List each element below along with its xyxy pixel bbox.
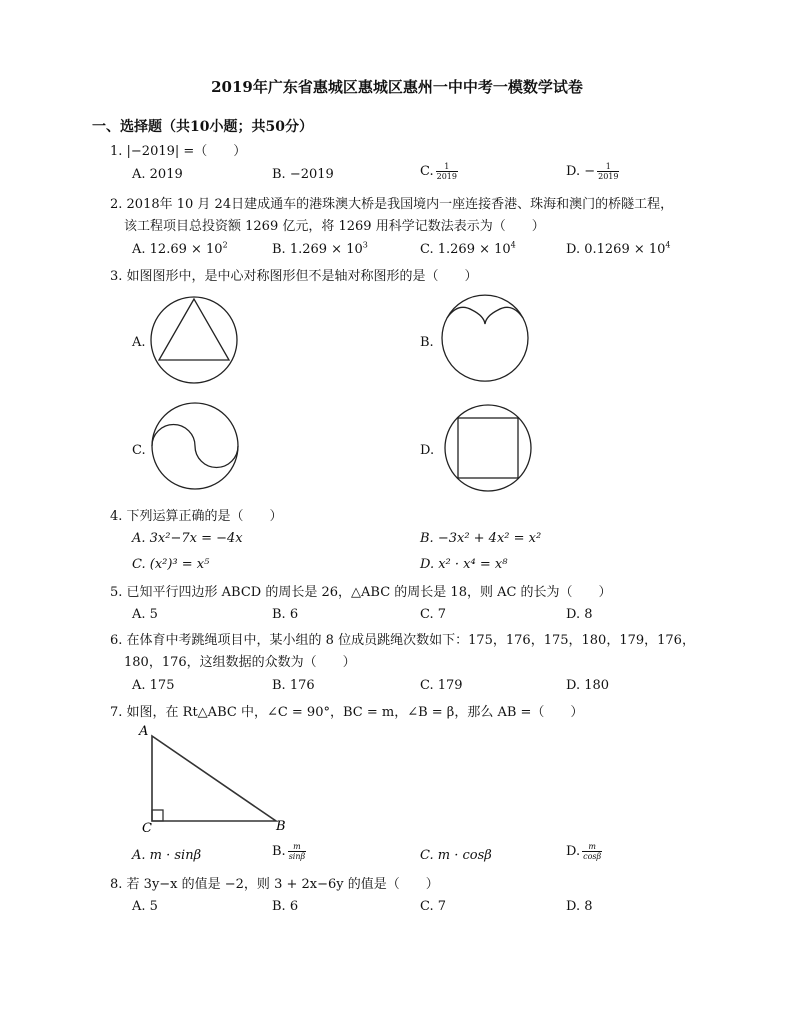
q7-right-triangle-figure bbox=[136, 722, 296, 834]
q2-option-c-text: C. 1.269 × 10 bbox=[420, 242, 511, 257]
q2-option-a[interactable] bbox=[132, 241, 228, 259]
q3-figure-a-circle-triangle bbox=[148, 296, 240, 384]
q7-option-b-label: B. bbox=[272, 844, 286, 859]
question-4-stem: 4. 下列运算正确的是（ ） bbox=[110, 509, 283, 524]
question-2-line-2: 该工程项目总投资额 1269 亿元，将 1269 用科学记数法表示为（ ） bbox=[124, 219, 545, 234]
q8-option-c[interactable]: C. 7 bbox=[420, 899, 447, 914]
q1-option-c-label: C. bbox=[420, 164, 434, 179]
section-heading: 一、选择题（共10小题；共50分） bbox=[92, 119, 313, 135]
question-6-line-2: 180，176，这组数据的众数为（ ） bbox=[124, 655, 356, 670]
q6-option-c[interactable]: C. 179 bbox=[420, 678, 463, 693]
q6-option-d[interactable]: D. 180 bbox=[566, 678, 610, 693]
q2-option-b[interactable] bbox=[272, 241, 368, 259]
question-3-stem: 3. 如图图形中，是中心对称图形但不是轴对称图形的是（ ） bbox=[110, 269, 478, 284]
q8-option-b[interactable]: B. 6 bbox=[272, 899, 299, 914]
q2-option-c-exponent: 4 bbox=[510, 240, 516, 250]
q4-option-b[interactable]: B. −3x² + 4x² = x² bbox=[420, 531, 542, 546]
question-6-line-1: 6. 在体育中考跳绳项目中，某小组的 8 位成员跳绳次数如下：175，176，175，180，179，176， bbox=[110, 633, 695, 648]
q1-option-c[interactable] bbox=[420, 162, 458, 181]
q1-option-b[interactable]: B. −2019 bbox=[272, 167, 334, 182]
q2-option-a-text: A. 12.69 × 10 bbox=[132, 242, 223, 257]
q8-option-a[interactable]: A. 5 bbox=[132, 899, 158, 914]
q7-option-d[interactable] bbox=[566, 842, 602, 861]
question-7-stem: 7. 如图，在 Rt△ABC 中，∠C = 90°，BC = m，∠B = β，那么 AB =（ ） bbox=[110, 705, 584, 720]
q4-option-d[interactable]: D. x² · x⁴ = x⁸ bbox=[420, 557, 508, 572]
question-2-line-1: 2. 2018年 10 月 24日建成通车的港珠澳大桥是我国境内一座连接香港、珠海和澳门的桥隧工程， bbox=[110, 197, 674, 212]
q7-option-c[interactable]: C. m · cosβ bbox=[420, 848, 492, 863]
q7-b-denominator: sinβ bbox=[288, 852, 306, 861]
q1-c-numerator: 1 bbox=[436, 162, 458, 172]
q7-vertex-label-b: B bbox=[276, 819, 286, 834]
q7-d-numerator: m bbox=[582, 842, 602, 852]
q2-option-b-text: B. 1.269 × 10 bbox=[272, 242, 363, 257]
q3-figure-c-yin-yang bbox=[150, 402, 240, 490]
q1-c-denominator: 2019 bbox=[436, 172, 457, 181]
q7-option-a[interactable]: A. m · sinβ bbox=[132, 848, 202, 863]
q2-option-a-exponent: 2 bbox=[222, 240, 228, 250]
q4-option-c[interactable]: C. (x²)³ = x⁵ bbox=[132, 557, 210, 572]
question-5-stem: 5. 已知平行四边形 ABCD 的周长是 26，△ABC 的周长是 18，则 AC 的长为（ ） bbox=[110, 585, 612, 600]
q3-option-a[interactable]: A. bbox=[132, 335, 146, 350]
q3-figure-b-circle-heart bbox=[440, 296, 530, 384]
q5-option-d[interactable]: D. 8 bbox=[566, 607, 593, 622]
q2-option-b-exponent: 3 bbox=[362, 240, 368, 250]
question-1-stem: 1. |−2019| =（ ） bbox=[110, 144, 247, 159]
q7-b-numerator: m bbox=[288, 842, 306, 852]
q5-option-a[interactable]: A. 5 bbox=[132, 607, 158, 622]
q7-d-denominator: cosβ bbox=[583, 852, 602, 861]
q4-option-a[interactable]: A. 3x²−7x = −4x bbox=[132, 531, 243, 546]
q1-option-d[interactable] bbox=[566, 162, 619, 181]
q6-option-b[interactable]: B. 176 bbox=[272, 678, 315, 693]
q6-option-a[interactable]: A. 175 bbox=[132, 678, 175, 693]
q1-option-d-fraction bbox=[597, 162, 619, 181]
q3-option-c[interactable]: C. bbox=[132, 443, 146, 458]
q1-d-denominator: 2019 bbox=[598, 172, 619, 181]
q3-figure-d-circle-square bbox=[444, 404, 532, 492]
q7-option-b-fraction bbox=[288, 842, 306, 861]
q1-option-d-label: D. − bbox=[566, 164, 596, 179]
q7-option-d-fraction bbox=[582, 842, 602, 861]
q5-option-c[interactable]: C. 7 bbox=[420, 607, 447, 622]
q8-option-d[interactable]: D. 8 bbox=[566, 899, 593, 914]
q2-option-d[interactable] bbox=[566, 241, 671, 259]
page-title: 2019年广东省惠城区惠城区惠州一中中考一模数学试卷 bbox=[211, 78, 583, 96]
q5-option-b[interactable]: B. 6 bbox=[272, 607, 299, 622]
q1-option-a[interactable]: A. 2019 bbox=[132, 167, 183, 182]
q3-option-d[interactable]: D. bbox=[420, 443, 435, 458]
q7-vertex-label-a: A bbox=[139, 724, 149, 739]
q7-option-d-label: D. bbox=[566, 844, 581, 859]
q2-option-d-text: D. 0.1269 × 10 bbox=[566, 242, 666, 257]
q7-option-b[interactable] bbox=[272, 842, 306, 861]
q1-d-numerator: 1 bbox=[597, 162, 619, 172]
q3-option-b[interactable]: B. bbox=[420, 335, 434, 350]
q7-vertex-label-c: C bbox=[142, 821, 152, 836]
q1-option-c-fraction bbox=[436, 162, 458, 181]
q2-option-d-exponent: 4 bbox=[665, 240, 671, 250]
q2-option-c[interactable] bbox=[420, 241, 516, 259]
question-8-stem: 8. 若 3y−x 的值是 −2，则 3 + 2x−6y 的值是（ ） bbox=[110, 877, 439, 892]
